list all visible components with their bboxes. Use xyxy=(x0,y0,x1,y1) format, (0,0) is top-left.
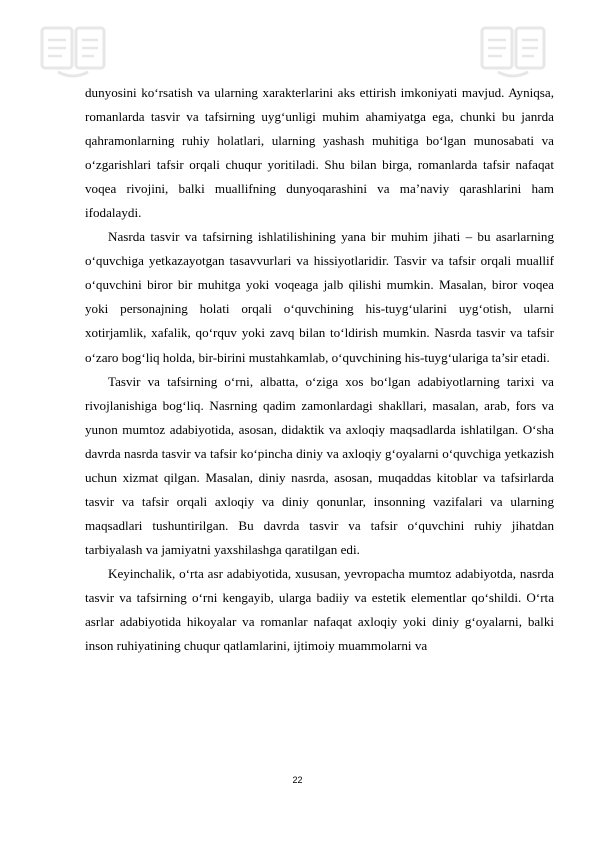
paragraph: dunyosini ko‘rsatish va ularning xarakterlarini aks ettirish imkoniyati mavjud. Ayniqsa, romanlarda tasvir va tafsirning uyg‘unligi muhim ahamiyatga ega, chunki bu janrda qahramonlarning ruhiy holatlari, ularning yashash muhitiga bo‘lgan munosabati va o‘zgarishlari tafsir orqali chuqur yoritiladi. Shu bilan birga, romanlarda tafsir nafaqat voqea rivojini, balki muallifning dunyoqarashini va ma’naviy qarashlarini ham ifodalaydi. xyxy=(85,85,554,221)
paragraph: Keyinchalik, o‘rta asr adabiyotida, xususan, yevropacha mumtoz adabiyotda, nasrda tasvir va tafsirning o‘rni kengayib, ularga badiiy va estetik elementlar qo‘shildi. O‘rta asrlar adabiyotida hikoyalar va romanlar nafaqat axloqiy yoki diniy g‘oyalarni, balki inson ruhiyatining chuqur qatlamlarini, ijtimoiy muammolarni va xyxy=(85,565,554,654)
watermark-logo-icon xyxy=(478,22,548,80)
watermark-logo-icon xyxy=(38,22,108,80)
body-text xyxy=(85,81,554,658)
paragraph: Nasrda tasvir va tafsirning ishlatilishining yana bir muhim jihati – bu asarlarning o‘quvchiga yetkazayotgan tasavvurlari va hissiyotlaridir. Tasvir va tafsir orqali muallif o‘quvchini biror bir muhitga yoki voqeaga jalb qilishi mumkin. Masalan, biror voqea yoki personajning holati orqali o‘quvchining his-tuyg‘ularini uyg‘otish, ularni xotirjamlik, xafalik, qo‘rquv yoki zavq bilan to‘ldirish mumkin. Nasrda tasvir va tafsir o‘zaro bog‘liq holda, bir-birini mustahkamlab, o‘quvchining his-tuyg‘ulariga ta’sir etadi. xyxy=(85,229,554,365)
paragraph: Tasvir va tafsirning o‘rni, albatta, o‘ziga xos bo‘lgan adabiyotlarning tarixi va rivojlanishiga bog‘liq. Nasrning qadim zamonlardagi shakllari, masalan, arab, fors va yunon mumtoz adabiyotida, asosan, didaktik va axloqiy maqsadlarda ishlatilgan. O‘sha davrda nasrda tasvir va tafsir ko‘pincha diniy va axloqiy g‘oyalarni o‘quvchiga yetkazish uchun xizmat qilgan. Masalan, diniy nasrda, asosan, muqaddas kitoblar va tafsirlarda tasvir va tafsir orqali axloqiy va diniy qonunlar, insonning vazifalari va ularning maqsadlari tushuntirilgan. Bu davrda tasvir va tafsir o‘quvchini ruhiy jihatdan tarbiyalash va jamiyatni yaxshilashga qaratilgan edi. xyxy=(85,373,554,557)
page-number: 22 xyxy=(292,775,303,785)
